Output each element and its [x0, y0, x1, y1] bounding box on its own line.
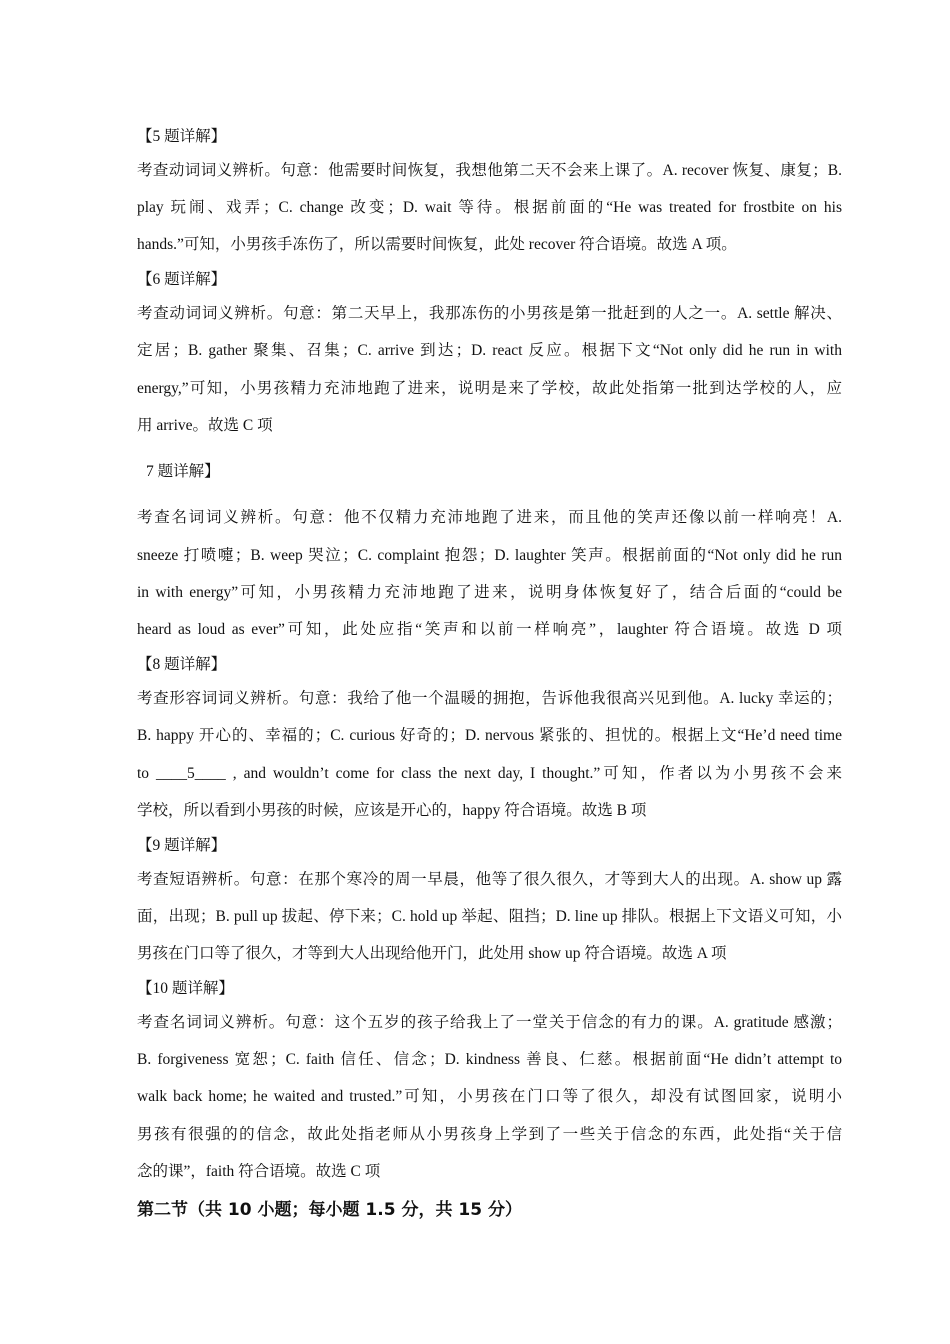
q6-line-1: 考查动词词义辨析。句意：第二天早上，我那冻伤的小男孩是第一批赶到的人之一。A. settle 解决、: [137, 305, 842, 322]
section-title: 第二节（共 10 小题；每小题 1.5 分，共 15 分）: [137, 1200, 522, 1220]
q5-line-3: hands.”可知，小男孩手冻伤了，所以需要时间恢复，此处 recover 符合语境。故选 A 项。: [137, 236, 737, 253]
q10-line-2: B. forgiveness 宽恕；C. faith 信任、信念；D. kindness 善良、仁慈。根据前面“He didn’t attempt to: [137, 1051, 842, 1068]
q10-line-3: walk back home; he waited and trusted.”可知，小男孩在门口等了很久，却没有试图回家，说明小: [137, 1088, 842, 1105]
q10-line-1: 考查名词词义辨析。句意：这个五岁的孩子给我上了一堂关于信念的有力的课。A. gratitude 感激；: [137, 1014, 842, 1031]
q5-heading: 【5 题详解】: [137, 128, 227, 145]
q6-line-3: energy,”可知，小男孩精力充沛地跑了进来，说明是来了学校，故此处指第一批到达学校的人，应: [137, 380, 842, 397]
q6-line-2: 定居；B. gather 聚集、召集；C. arrive 到达；D. react 反应。根据下文“Not only did he run in with: [137, 342, 842, 359]
q6-line-4: 用 arrive。故选 C 项: [137, 417, 273, 434]
q8-heading: 【8 题详解】: [137, 656, 227, 673]
q7-line-3: in with energy”可知，小男孩精力充沛地跑了进来，说明身体恢复好了，结合后面的“could be: [137, 584, 842, 601]
q7-heading: 7 题详解】: [146, 463, 220, 480]
q10-line-4: 男孩有很强的的信念，故此处指老师从小男孩身上学到了一些关于信念的东西，此处指“关于信: [137, 1126, 842, 1143]
q7-line-4: heard as loud as ever”可知，此处应指“笑声和以前一样响亮”，laughter 符合语境。故选 D 项: [137, 621, 842, 638]
q8-line-3: to ____5____ , and wouldn’t come for class the next day, I thought.”可知，作者以为小男孩不会来: [137, 765, 842, 782]
q9-line-2: 面，出现；B. pull up 拔起、停下来；C. hold up 举起、阻挡；D. line up 排队。根据上下文语义可知，小: [137, 908, 842, 925]
q8-line-4: 学校，所以看到小男孩的时候，应该是开心的，happy 符合语境。故选 B 项: [137, 802, 647, 819]
q7-line-1: 考查名词词义辨析。句意：他不仅精力充沛地跑了进来，而且他的笑声还像以前一样响亮！A.: [137, 509, 842, 526]
q7-line-2: sneeze 打喷嚏；B. weep 哭泣；C. complaint 抱怨；D. laughter 笑声。根据前面的“Not only did he run: [137, 547, 842, 564]
q6-heading: 【6 题详解】: [137, 271, 227, 288]
q5-line-1: 考查动词词义辨析。句意：他需要时间恢复，我想他第二天不会来上课了。A. recover 恢复、康复；B.: [137, 162, 842, 179]
q5-line-2: play 玩闹、戏弄；C. change 改变；D. wait 等待。根据前面的“He was treated for frostbite on his: [137, 199, 842, 216]
q9-line-1: 考查短语辨析。句意：在那个寒冷的周一早晨，他等了很久很久，才等到大人的出现。A. show up 露: [137, 871, 842, 888]
q8-line-2: B. happy 开心的、幸福的；C. curious 好奇的；D. nervous 紧张的、担忧的。根据上文“He’d need time: [137, 727, 842, 744]
q10-heading: 【10 题详解】: [137, 980, 234, 997]
q10-line-5: 念的课”，faith 符合语境。故选 C 项: [137, 1163, 381, 1180]
q9-line-3: 男孩在门口等了很久，才等到大人出现给他开门，此处用 show up 符合语境。故选 A 项: [137, 945, 727, 962]
q9-heading: 【9 题详解】: [137, 837, 227, 854]
q8-line-1: 考查形容词词义辨析。句意：我给了他一个温暖的拥抱，告诉他我很高兴见到他。A. lucky 幸运的；: [137, 690, 842, 707]
